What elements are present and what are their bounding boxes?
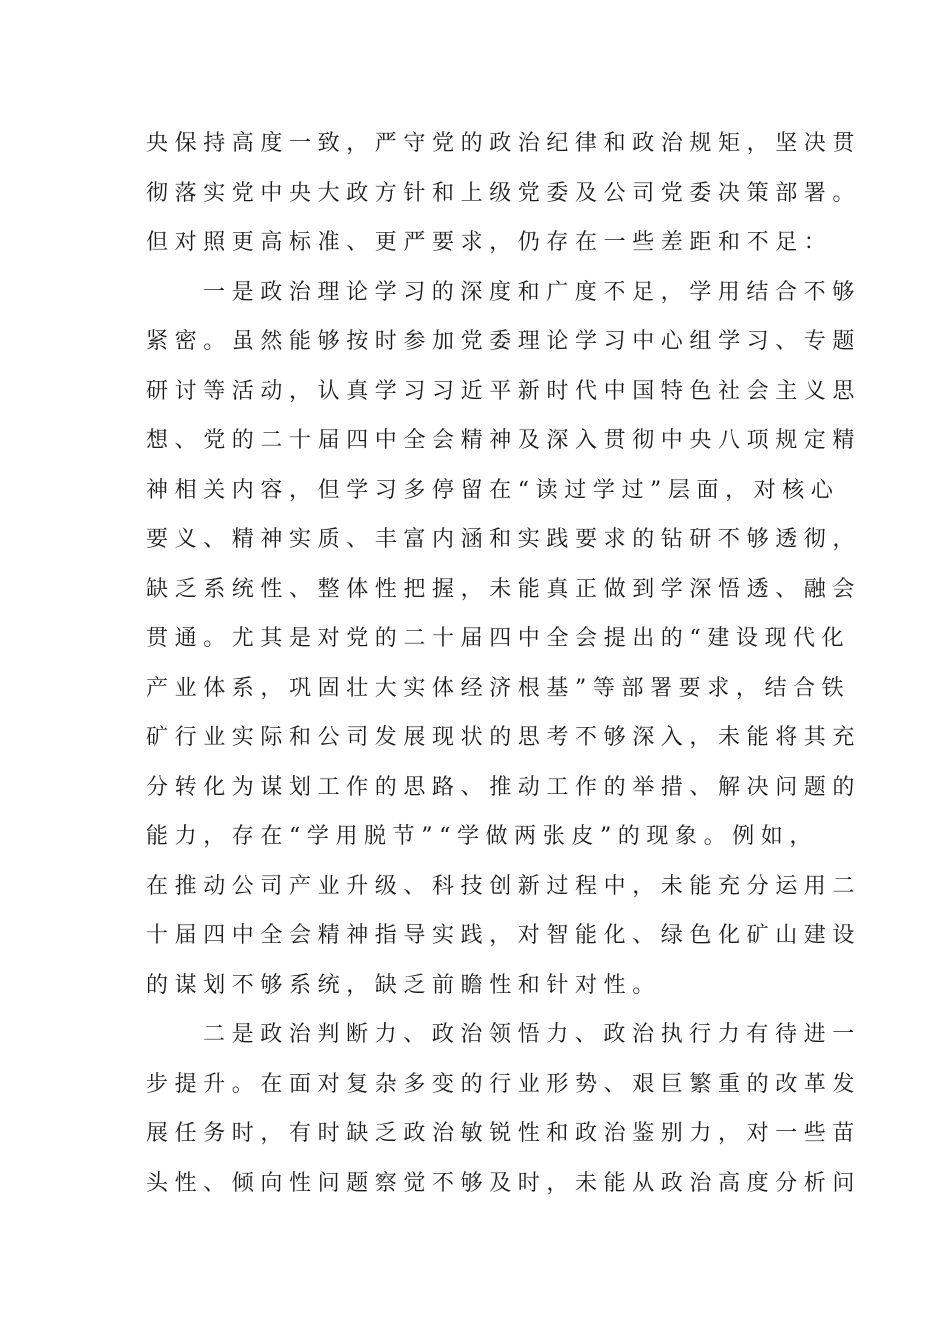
text-line: 能力，存在“学用脱节”“学做两张皮”的现象。例如， — [146, 824, 818, 849]
text-line: 步提升。在面对复杂多变的行业形势、艰巨繁重的改革发 — [146, 1071, 862, 1097]
text-line: 贯通。尤其是对党的二十届四中全会提出的“建设现代化 — [146, 626, 851, 651]
text-line: 展任务时，有时缺乏政治敏锐性和政治鉴别力，对一些苗 — [146, 1121, 862, 1146]
document-body — [146, 119, 862, 1208]
text-line: 但对照更高标准、更严要求，仍存在一些差距和不足： — [146, 230, 833, 255]
text-line: 产业体系，巩固壮大实体经济根基”等部署要求，结合铁 — [146, 675, 851, 701]
paragraph-intro — [146, 119, 862, 268]
text-line: 十届四中全会精神指导实践，对智能化、绿色化矿山建设 — [146, 923, 862, 948]
paragraph-point-one — [146, 268, 862, 1011]
text-line: 缺乏系统性、整体性把握，未能真正做到学深悟透、融会 — [146, 576, 862, 602]
text-line: 神相关内容，但学习多停留在“读过学过”层面，对核心 — [146, 477, 840, 503]
paragraph-point-two — [146, 1010, 862, 1208]
text-line: 二是政治判断力、政治领悟力、政治执行力有待进一 — [203, 1022, 861, 1047]
text-line: 的谋划不够系统，缺乏前瞻性和针对性。 — [146, 972, 661, 998]
text-line: 矿行业实际和公司发展现状的思考不够深入，未能将其充 — [146, 725, 862, 750]
text-line: 一是政治理论学习的深度和广度不足，学用结合不够 — [203, 279, 861, 305]
text-line: 央保持高度一致，严守党的政治纪律和政治规矩，坚决贯 — [146, 131, 862, 156]
text-line: 头性、倾向性问题察觉不够及时，未能从政治高度分析问 — [146, 1170, 862, 1196]
text-line: 研讨等活动，认真学习习近平新时代中国特色社会主义思 — [146, 378, 862, 404]
text-line: 紧密。虽然能够按时参加党委理论学习中心组学习、专题 — [146, 329, 862, 354]
text-line: 在推动公司产业升级、科技创新过程中，未能充分运用二 — [146, 873, 862, 899]
text-line: 要义、精神实质、丰富内涵和实践要求的钻研不够透彻， — [146, 527, 862, 552]
text-line: 想、党的二十届四中全会精神及深入贯彻中央八项规定精 — [146, 428, 862, 453]
text-line: 彻落实党中央大政方针和上级党委及公司党委决策部署。 — [146, 180, 862, 206]
text-line: 分转化为谋划工作的思路、推动工作的举措、解决问题的 — [146, 774, 862, 800]
